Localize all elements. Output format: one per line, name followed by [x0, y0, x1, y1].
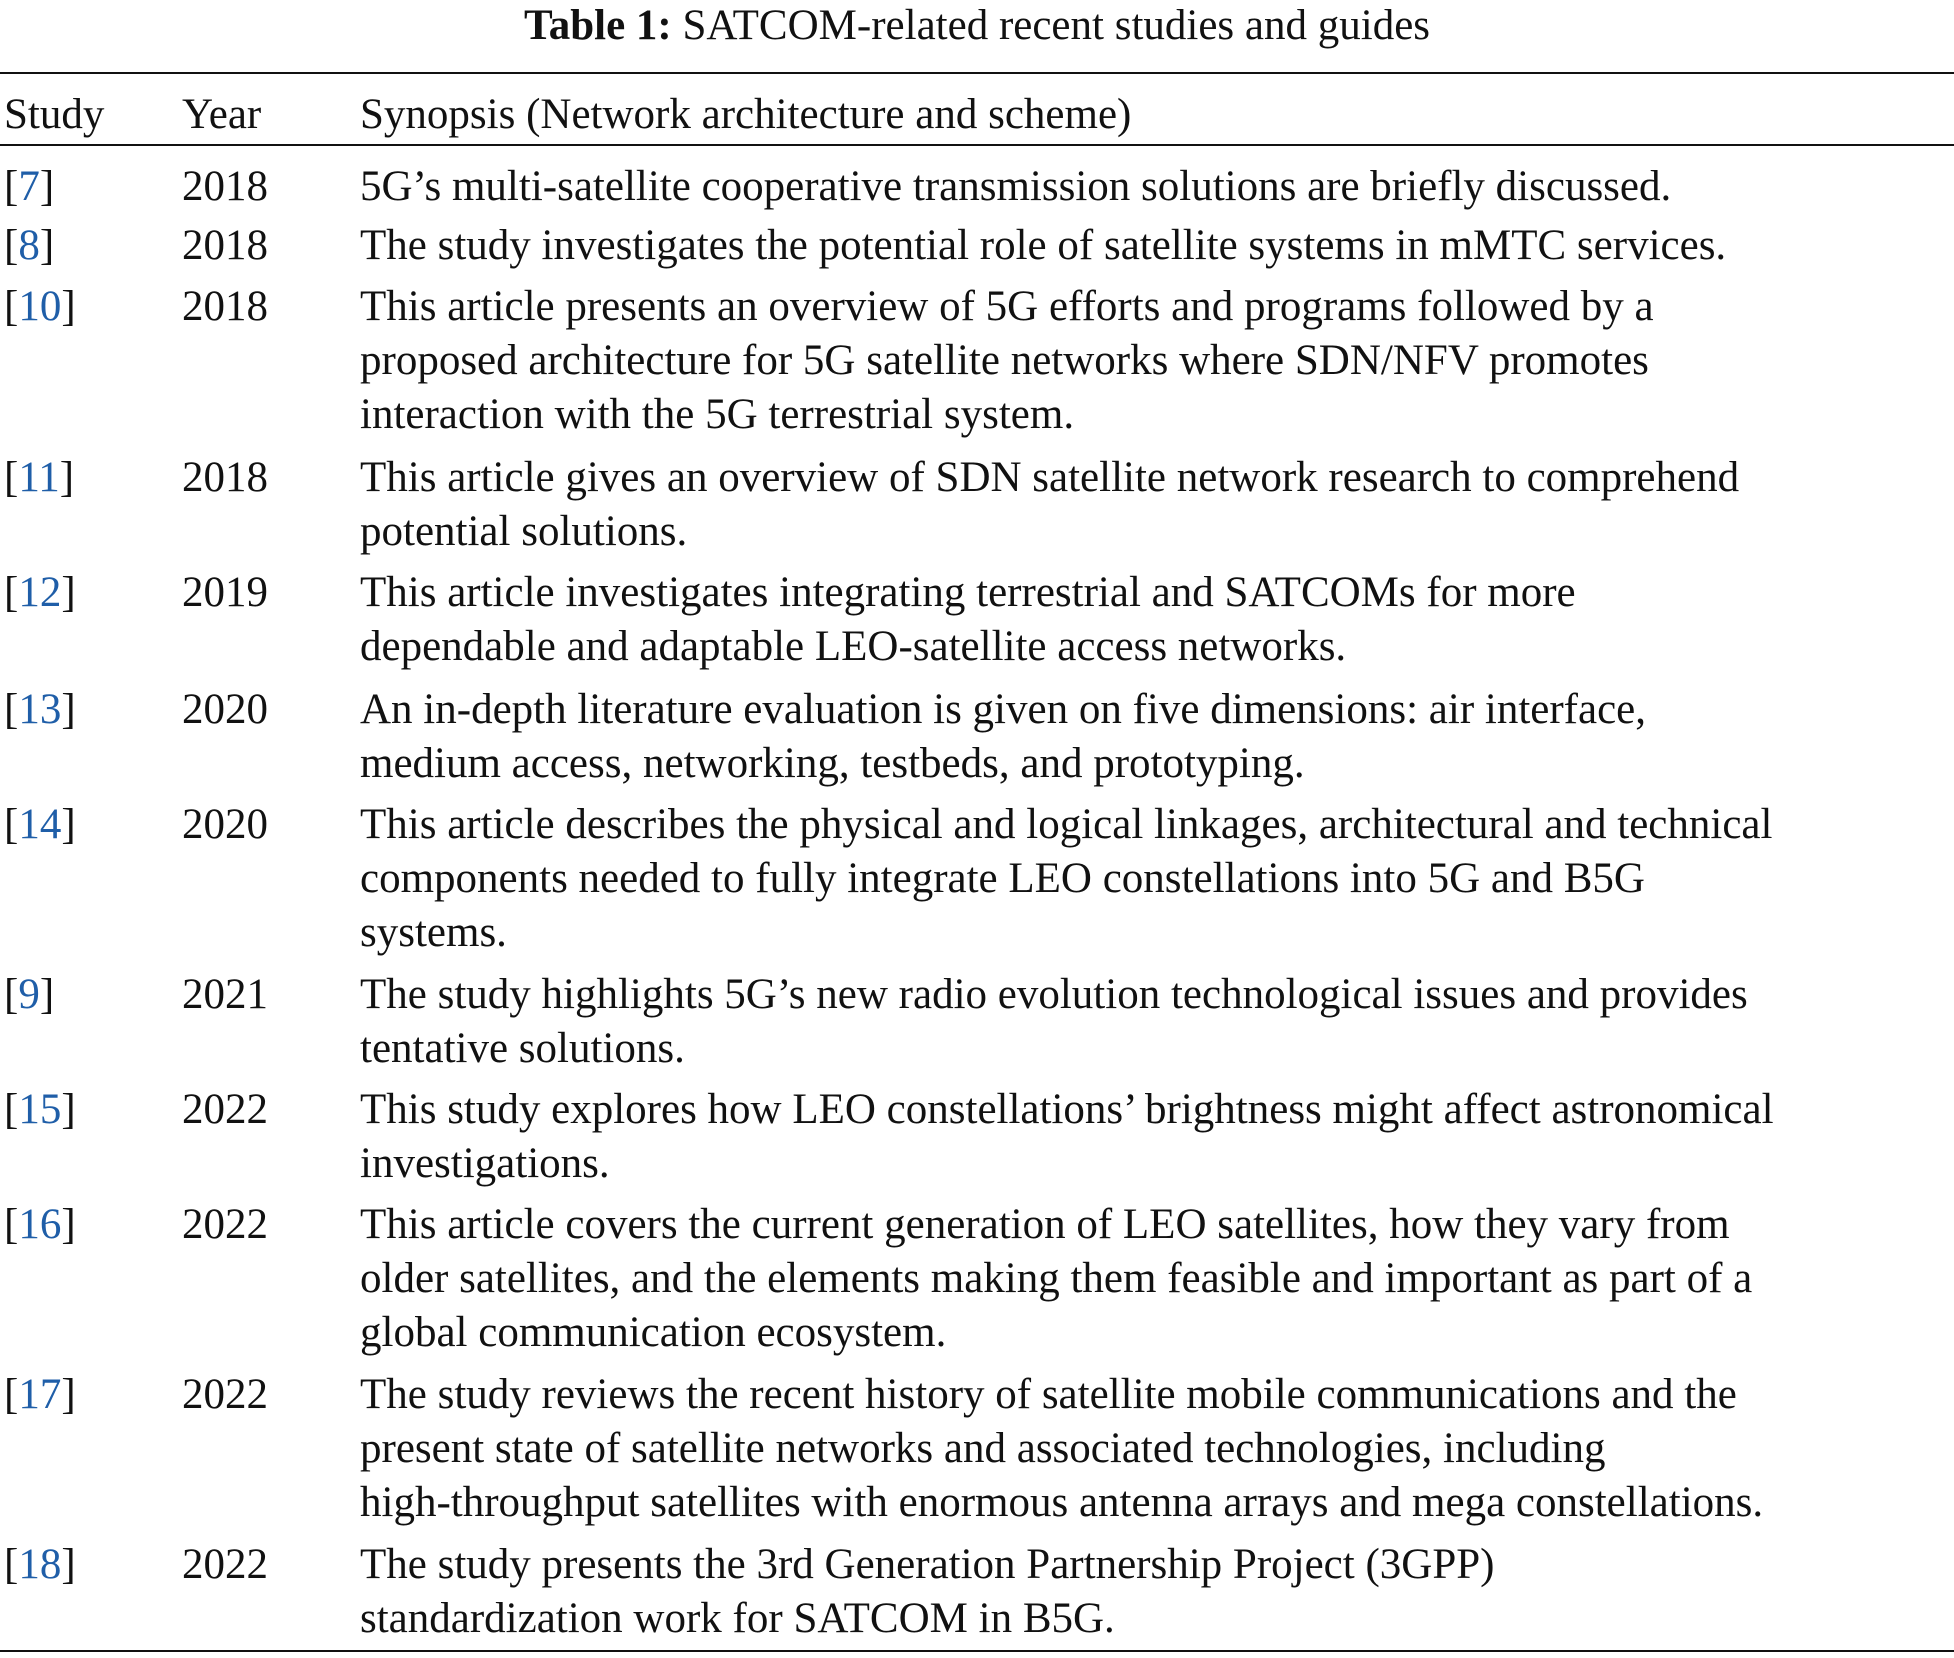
- row-year: 2018: [182, 454, 268, 501]
- row-year: 2022: [182, 1201, 268, 1248]
- row-synopsis: This article describes the physical and logical linkages, architectural and technical components needed to fully integrate LEO constellations into 5G and B5G systems.: [360, 801, 1773, 956]
- row-synopsis: 5G’s multi-satellite cooperative transmission solutions are briefly discussed.: [360, 163, 1672, 210]
- study-ref: [17]: [4, 1371, 76, 1418]
- row-year: 2018: [182, 283, 268, 330]
- citation-link[interactable]: 7: [18, 163, 40, 210]
- citation-link[interactable]: 11: [18, 454, 60, 501]
- study-ref: [9]: [4, 971, 55, 1018]
- row-synopsis: This article investigates integrating terrestrial and SATCOMs for more dependable and adaptable LEO-satellite access networks.: [360, 569, 1576, 670]
- caption-text: SATCOM-related recent studies and guides: [682, 2, 1431, 49]
- study-ref: [8]: [4, 222, 55, 269]
- row-synopsis: The study investigates the potential role of satellite systems in mMTC services.: [360, 222, 1727, 269]
- citation-link[interactable]: 12: [18, 569, 62, 616]
- study-ref: [16]: [4, 1201, 76, 1248]
- study-ref: [11]: [4, 454, 75, 501]
- row-year: 2020: [182, 686, 268, 733]
- header-synopsis: Synopsis (Network architecture and scheme): [360, 91, 1132, 138]
- table-caption: [0, 0, 1954, 52]
- study-ref: [10]: [4, 283, 76, 330]
- row-synopsis: The study highlights 5G’s new radio evolution technological issues and provides tentative solutions.: [360, 971, 1748, 1072]
- row-synopsis: This article gives an overview of SDN satellite network research to comprehend potential solutions.: [360, 454, 1740, 555]
- header-rule: [0, 144, 1954, 146]
- top-rule: [0, 72, 1954, 74]
- citation-link[interactable]: 14: [18, 801, 62, 848]
- row-year: 2020: [182, 801, 268, 848]
- study-ref: [12]: [4, 569, 76, 616]
- row-synopsis: The study presents the 3rd Generation Partnership Project (3GPP) standardization work for SATCOM in B5G.: [360, 1541, 1495, 1642]
- study-ref: [18]: [4, 1541, 76, 1588]
- citation-link[interactable]: 13: [18, 686, 62, 733]
- row-year: 2022: [182, 1541, 268, 1588]
- citation-link[interactable]: 16: [18, 1201, 62, 1248]
- citation-link[interactable]: 8: [18, 222, 40, 269]
- row-synopsis: The study reviews the recent history of satellite mobile communications and the present state of satellite networks and associated technologies, including high-throughput satellites with enormous antenna arrays and mega constellations.: [360, 1371, 1764, 1526]
- row-year: 2022: [182, 1371, 268, 1418]
- row-year: 2018: [182, 163, 268, 210]
- row-synopsis: This article covers the current generation of LEO satellites, how they vary from older satellites, and the elements making them feasible and important as part of a global communication ecosystem.: [360, 1201, 1753, 1356]
- citation-link[interactable]: 15: [18, 1086, 62, 1133]
- citation-link[interactable]: 18: [18, 1541, 62, 1588]
- citation-link[interactable]: 9: [18, 971, 40, 1018]
- study-ref: [13]: [4, 686, 76, 733]
- bottom-rule: [0, 1650, 1954, 1652]
- study-ref: [7]: [4, 163, 55, 210]
- row-synopsis: This study explores how LEO constellations’ brightness might affect astronomical investigations.: [360, 1086, 1774, 1187]
- citation-link[interactable]: 17: [18, 1371, 62, 1418]
- citation-link[interactable]: 10: [18, 283, 62, 330]
- row-year: 2021: [182, 971, 268, 1018]
- row-synopsis: An in-depth literature evaluation is given on five dimensions: air interface, medium access, networking, testbeds, and prototyping.: [360, 686, 1647, 787]
- row-synopsis: This article presents an overview of 5G efforts and programs followed by a proposed architecture for 5G satellite networks where SDN/NFV promotes interaction with the 5G terrestrial system.: [360, 283, 1654, 438]
- row-year: 2018: [182, 222, 268, 269]
- header-year: Year: [182, 91, 262, 138]
- study-ref: [15]: [4, 1086, 76, 1133]
- caption-label: Table 1:: [523, 2, 672, 49]
- study-ref: [14]: [4, 801, 76, 848]
- row-year: 2019: [182, 569, 268, 616]
- header-study: Study: [4, 91, 105, 138]
- row-year: 2022: [182, 1086, 268, 1133]
